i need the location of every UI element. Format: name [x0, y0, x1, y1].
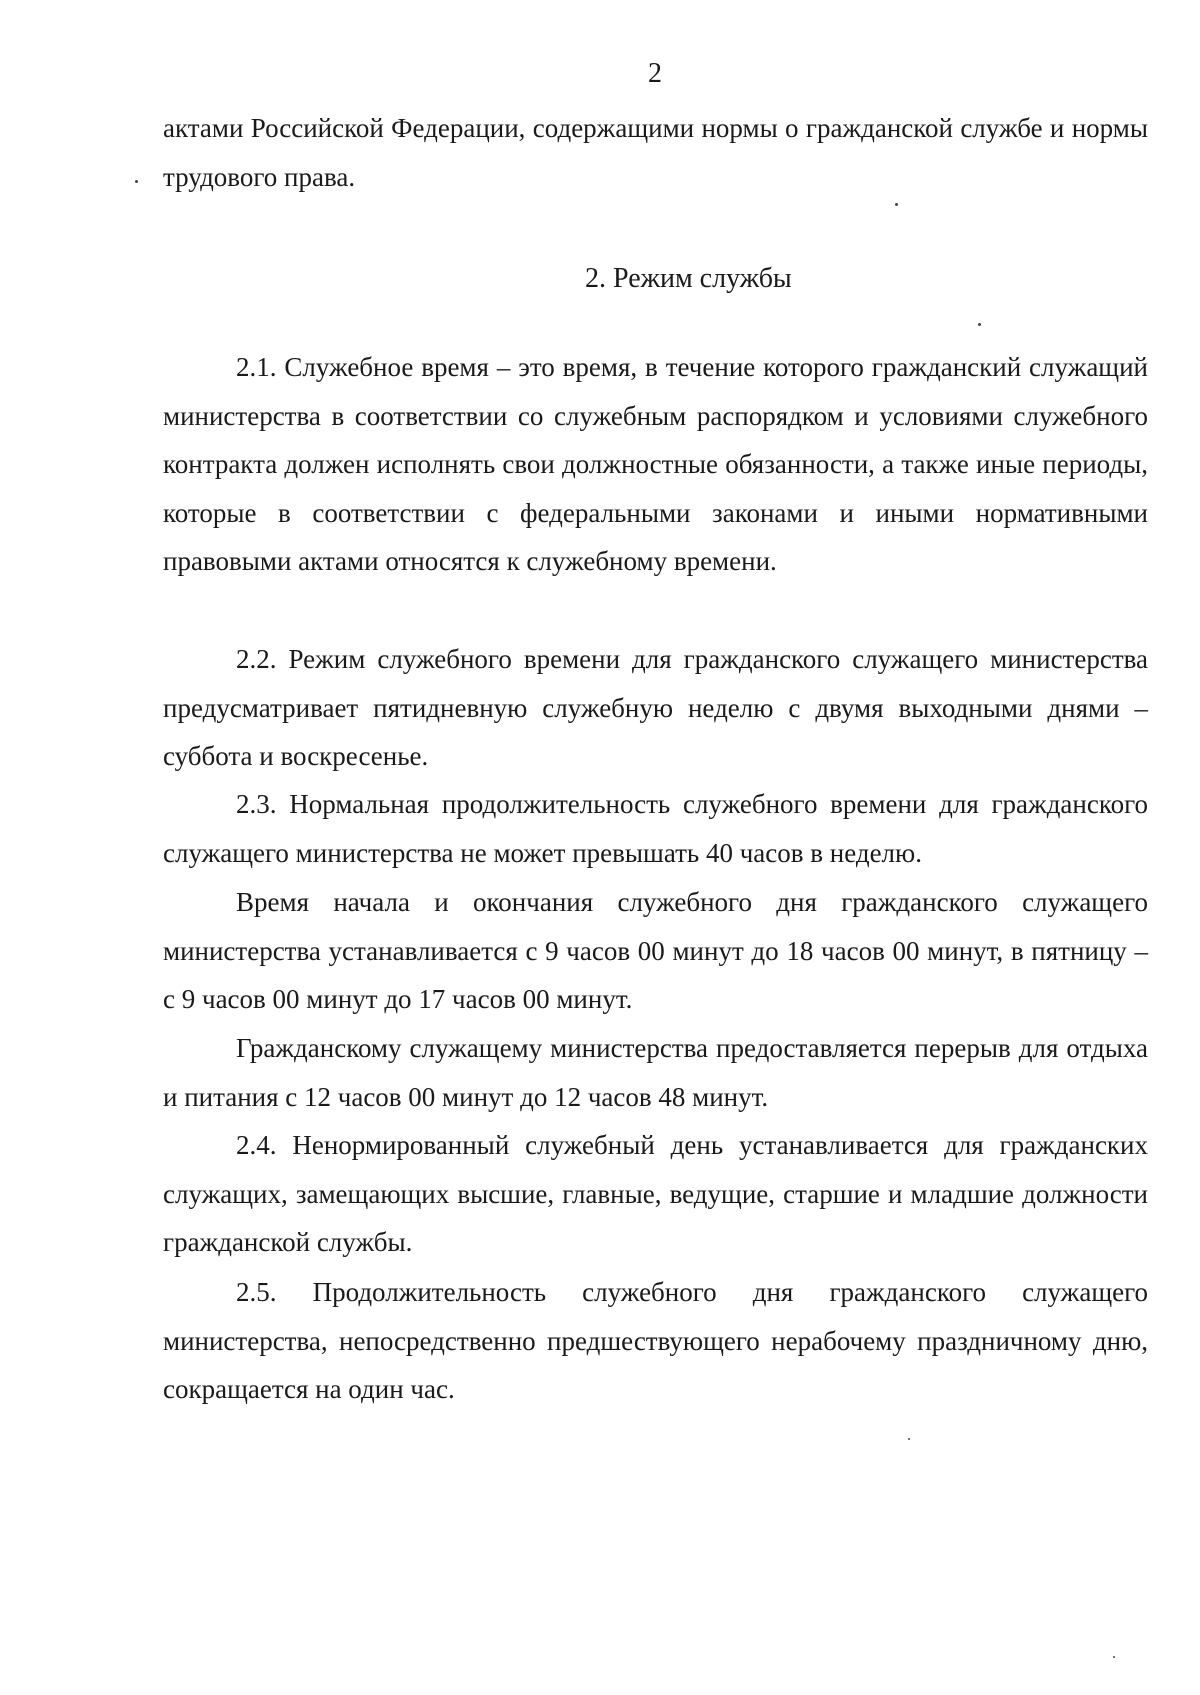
paragraph-2-1: 2.1. Служебное время – это время, в течение которого гражданский служащий министерства в соответствии со служебным распорядком и условиями служебного контракта должен исполнять свои должностные обязанности, а также иные периоды, которые в соответствии с федеральными законами и иными нормативными правовыми актами относятся к служебному времени. [163, 352, 1148, 576]
scan-speck [908, 1438, 910, 1440]
paragraph-2-2: 2.2. Режим служебного времени для гражданского служащего министерства предусматривает пятидневную служебную неделю с двумя выходными днями – суббота и воскресенье. [163, 644, 1148, 771]
page-number: 2 [648, 58, 662, 89]
scan-speck [978, 323, 981, 326]
paragraph-2-5: 2.5. Продолжительность служебного дня гражданского служащего министерства, непосредственно предшествующего нерабочему праздничному дню, сокращается на один час. [163, 1277, 1148, 1404]
intro-paragraph: актами Российской Федерации, содержащими нормы о гражданской службе и нормы трудового права. [163, 113, 1148, 192]
section-heading: 2. Режим службы [585, 263, 792, 294]
scan-speck [135, 180, 138, 183]
scan-speck [895, 203, 898, 206]
paragraph-2-3: 2.3. Нормальная продолжительность служебного времени для гражданского служащего министерства не может превышать 40 часов в неделю. [163, 789, 1148, 868]
scan-speck [1113, 1656, 1115, 1658]
paragraph-lunch-break: Гражданскому служащему министерства предоставляется перерыв для отдыха и питания с 12 часов 00 минут до 12 часов 48 минут. [163, 1033, 1148, 1112]
paragraph-2-4: 2.4. Ненормированный служебный день устанавливается для гражданских служащих, замещающих высшие, главные, ведущие, старшие и младшие должности гражданской службы. [163, 1130, 1148, 1257]
paragraph-work-hours: Время начала и окончания служебного дня гражданского служащего министерства устанавливается с 9 часов 00 минут до 18 часов 00 минут, в пятницу – с 9 часов 00 минут до 17 часов 00 минут. [163, 887, 1148, 1014]
